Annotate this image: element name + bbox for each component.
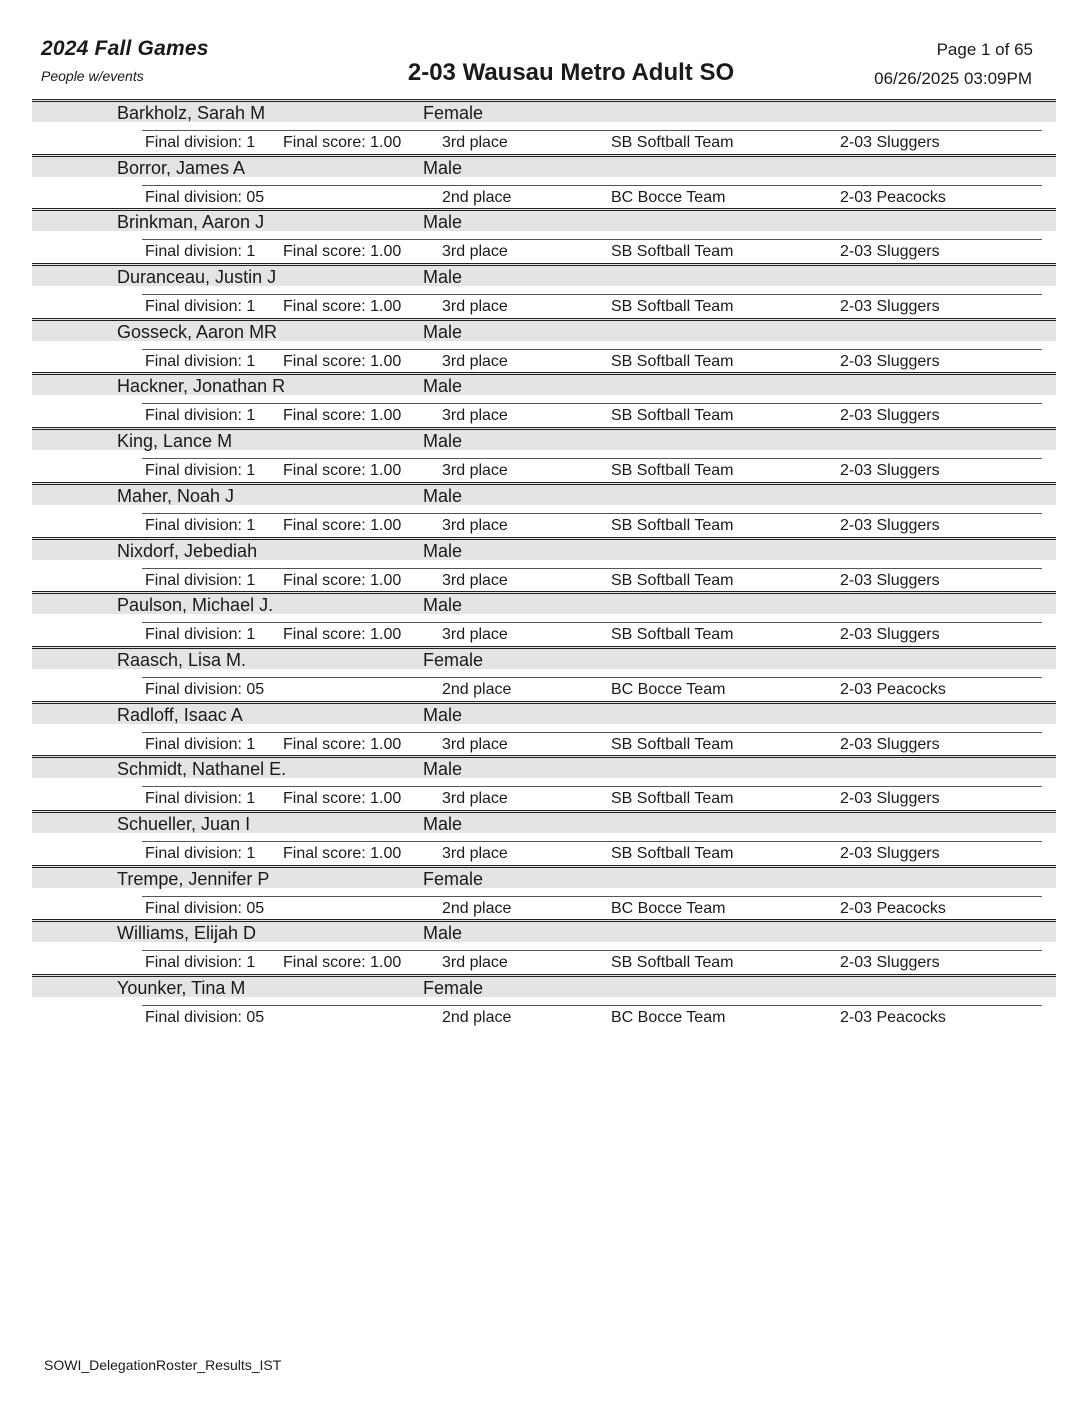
person-gender: Male [423, 759, 463, 780]
event-name: SB Softball Team [611, 134, 734, 151]
final-division: Final division: 1 [145, 844, 256, 862]
final-division: Final division: 1 [145, 516, 256, 534]
person-row [32, 427, 1056, 450]
roster-list [32, 99, 1056, 1029]
event-result-row [142, 568, 1042, 591]
person-name: Radloff, Isaac A [117, 704, 243, 725]
person-gender: Male [423, 267, 463, 288]
event-name: SB Softball Team [611, 243, 734, 261]
event-result-row [142, 622, 1042, 645]
person-entry [32, 810, 1056, 865]
person-gender: Male [423, 485, 463, 506]
event-name: SB Softball Team [611, 462, 734, 480]
final-division: Final division: 1 [145, 298, 256, 316]
person-row [32, 810, 1056, 833]
placement: 2nd place [442, 188, 512, 206]
event-result-row [142, 896, 1042, 919]
person-row [32, 99, 1056, 122]
placement: 2nd place [442, 680, 512, 698]
team-name: 2-03 Sluggers [840, 844, 940, 862]
team-name: 2-03 Sluggers [840, 954, 940, 972]
person-row [32, 865, 1056, 888]
page-indicator: Page 1 of 65 [936, 40, 1033, 59]
team-name: 2-03 Sluggers [840, 790, 940, 808]
event-result-row [142, 841, 1042, 864]
event-name: SB Softball Team [611, 844, 734, 862]
event-name: SB Softball Team [611, 954, 734, 972]
person-row [32, 919, 1056, 942]
person-name: Paulson, Michael J. [117, 595, 274, 616]
final-division: Final division: 1 [145, 462, 256, 480]
person-entry [32, 99, 1056, 154]
event-name: SB Softball Team [611, 626, 734, 644]
team-name: 2-03 Sluggers [840, 516, 940, 534]
final-division: Final division: 1 [145, 571, 256, 589]
event-result-row [142, 677, 1042, 700]
person-row [32, 263, 1056, 286]
final-division: Final division: 1 [145, 954, 256, 972]
person-entry [32, 537, 1056, 592]
person-entry [32, 208, 1056, 263]
person-gender: Female [423, 978, 484, 998]
event-result-row [142, 458, 1042, 481]
person-row [32, 701, 1056, 724]
placement: 3rd place [442, 735, 508, 753]
event-name: SB Softball Team [611, 571, 734, 589]
person-entry [32, 646, 1056, 701]
final-score: Final score: 1.00 [283, 462, 402, 480]
person-row [32, 482, 1056, 505]
team-name: 2-03 Peacocks [840, 899, 946, 917]
event-name: SB Softball Team [611, 352, 734, 370]
event-name: BC Bocce Team [611, 1009, 726, 1026]
person-entry [32, 318, 1056, 373]
final-division: Final division: 1 [145, 790, 256, 808]
person-name: Raasch, Lisa M. [117, 649, 247, 670]
event-name: SB Softball Team [611, 516, 734, 534]
print-date: 06/26/2025 03:09PM [874, 69, 1032, 88]
team-name: 2-03 Sluggers [840, 571, 940, 589]
event-result-row [142, 185, 1042, 208]
placement: 3rd place [442, 243, 508, 261]
person-row [32, 154, 1056, 177]
final-score: Final score: 1.00 [283, 735, 402, 753]
event-result-row [142, 294, 1042, 317]
event-name: BC Bocce Team [611, 680, 726, 698]
team-name: 2-03 Sluggers [840, 243, 940, 261]
placement: 3rd place [442, 407, 508, 425]
report-code: SOWI_DelegationRoster_Results_IST [44, 1357, 282, 1373]
person-entry [32, 372, 1056, 427]
event-name: SB Softball Team [611, 298, 734, 316]
person-entry [32, 755, 1056, 810]
placement: 3rd place [442, 954, 508, 972]
person-entry [32, 865, 1056, 920]
person-gender: Male [423, 212, 463, 233]
person-gender: Female [423, 649, 484, 670]
person-name: King, Lance M [117, 431, 233, 452]
person-name: Borror, James A [117, 157, 246, 178]
person-gender: Male [423, 540, 463, 561]
event-title: 2024 Fall Games [41, 37, 209, 60]
final-score: Final score: 1.00 [283, 298, 402, 316]
person-entry [32, 263, 1056, 318]
final-division: Final division: 1 [145, 352, 256, 370]
team-name: 2-03 Sluggers [840, 462, 940, 480]
person-gender: Male [423, 704, 463, 725]
final-score: Final score: 1.00 [283, 134, 402, 151]
event-result-row [142, 950, 1042, 973]
person-entry [32, 154, 1056, 209]
event-result-row [142, 349, 1042, 372]
person-name: Hackner, Jonathan R [117, 376, 286, 397]
report-subtitle: People w/events [41, 68, 144, 84]
person-gender: Male [423, 923, 463, 944]
person-name: Schmidt, Nathanel E. [117, 759, 287, 780]
person-name: Williams, Elijah D [117, 923, 257, 944]
person-row [32, 591, 1056, 614]
person-name: Nixdorf, Jebediah [117, 540, 258, 561]
person-gender: Male [423, 376, 463, 397]
event-result-row [142, 403, 1042, 426]
person-row [32, 974, 1056, 997]
person-row [32, 318, 1056, 341]
person-gender: Male [423, 431, 463, 452]
event-name: SB Softball Team [611, 790, 734, 808]
person-gender: Male [423, 157, 463, 178]
event-name: SB Softball Team [611, 735, 734, 753]
person-name: Gosseck, Aaron MR [117, 321, 278, 342]
person-name: Duranceau, Justin J [117, 267, 277, 288]
person-name: Younker, Tina M [117, 978, 246, 998]
team-name: 2-03 Peacocks [840, 680, 946, 698]
placement: 2nd place [442, 899, 512, 917]
person-row [32, 755, 1056, 778]
person-entry [32, 482, 1056, 537]
placement: 3rd place [442, 516, 508, 534]
final-score: Final score: 1.00 [283, 407, 402, 425]
final-division: Final division: 1 [145, 626, 256, 644]
event-result-row [142, 732, 1042, 755]
event-result-row [142, 130, 1042, 153]
placement: 2nd place [442, 1009, 512, 1026]
final-division: Final division: 05 [145, 188, 265, 206]
person-row [32, 646, 1056, 669]
final-division: Final division: 1 [145, 134, 256, 151]
team-name: 2-03 Peacocks [840, 188, 946, 206]
final-score: Final score: 1.00 [283, 352, 402, 370]
team-name: 2-03 Sluggers [840, 626, 940, 644]
final-score: Final score: 1.00 [283, 243, 402, 261]
final-score: Final score: 1.00 [283, 954, 402, 972]
placement: 3rd place [442, 571, 508, 589]
team-name: 2-03 Sluggers [840, 298, 940, 316]
placement: 3rd place [442, 790, 508, 808]
placement: 3rd place [442, 134, 508, 151]
final-division: Final division: 1 [145, 243, 256, 261]
person-gender: Male [423, 321, 463, 342]
final-division: Final division: 1 [145, 735, 256, 753]
person-name: Maher, Noah J [117, 485, 235, 506]
person-entry [32, 919, 1056, 974]
person-gender: Male [423, 595, 463, 616]
report-header [0, 0, 1088, 100]
final-score: Final score: 1.00 [283, 516, 402, 534]
delegation-title: 2-03 Wausau Metro Adult SO [407, 59, 735, 86]
person-entry [32, 591, 1056, 646]
final-division: Final division: 05 [145, 899, 265, 917]
final-score: Final score: 1.00 [283, 626, 402, 644]
person-row [32, 537, 1056, 560]
team-name: 2-03 Sluggers [840, 352, 940, 370]
person-gender: Female [423, 103, 484, 123]
person-entry [32, 701, 1056, 756]
final-score: Final score: 1.00 [283, 790, 402, 808]
person-name: Brinkman, Aaron J [117, 212, 265, 233]
team-name: 2-03 Sluggers [840, 407, 940, 425]
team-name: 2-03 Peacocks [840, 1009, 946, 1026]
person-name: Barkholz, Sarah M [117, 103, 266, 123]
final-division: Final division: 05 [145, 680, 265, 698]
team-name: 2-03 Sluggers [840, 134, 940, 151]
final-score: Final score: 1.00 [283, 844, 402, 862]
placement: 3rd place [442, 298, 508, 316]
placement: 3rd place [442, 352, 508, 370]
team-name: 2-03 Sluggers [840, 735, 940, 753]
event-name: BC Bocce Team [611, 899, 726, 917]
person-row [32, 208, 1056, 231]
person-gender: Female [423, 868, 484, 889]
person-gender: Male [423, 813, 463, 834]
event-result-row [142, 786, 1042, 809]
placement: 3rd place [442, 844, 508, 862]
final-division: Final division: 1 [145, 407, 256, 425]
final-score: Final score: 1.00 [283, 571, 402, 589]
person-entry [32, 974, 1056, 1029]
event-result-row [142, 239, 1042, 262]
event-name: BC Bocce Team [611, 188, 726, 206]
person-row [32, 372, 1056, 395]
event-result-row [142, 1005, 1042, 1028]
person-name: Schueller, Juan I [117, 813, 251, 834]
person-name: Trempe, Jennifer P [117, 868, 270, 889]
final-division: Final division: 05 [145, 1009, 265, 1026]
placement: 3rd place [442, 462, 508, 480]
placement: 3rd place [442, 626, 508, 644]
person-entry [32, 427, 1056, 482]
event-name: SB Softball Team [611, 407, 734, 425]
event-result-row [142, 513, 1042, 536]
